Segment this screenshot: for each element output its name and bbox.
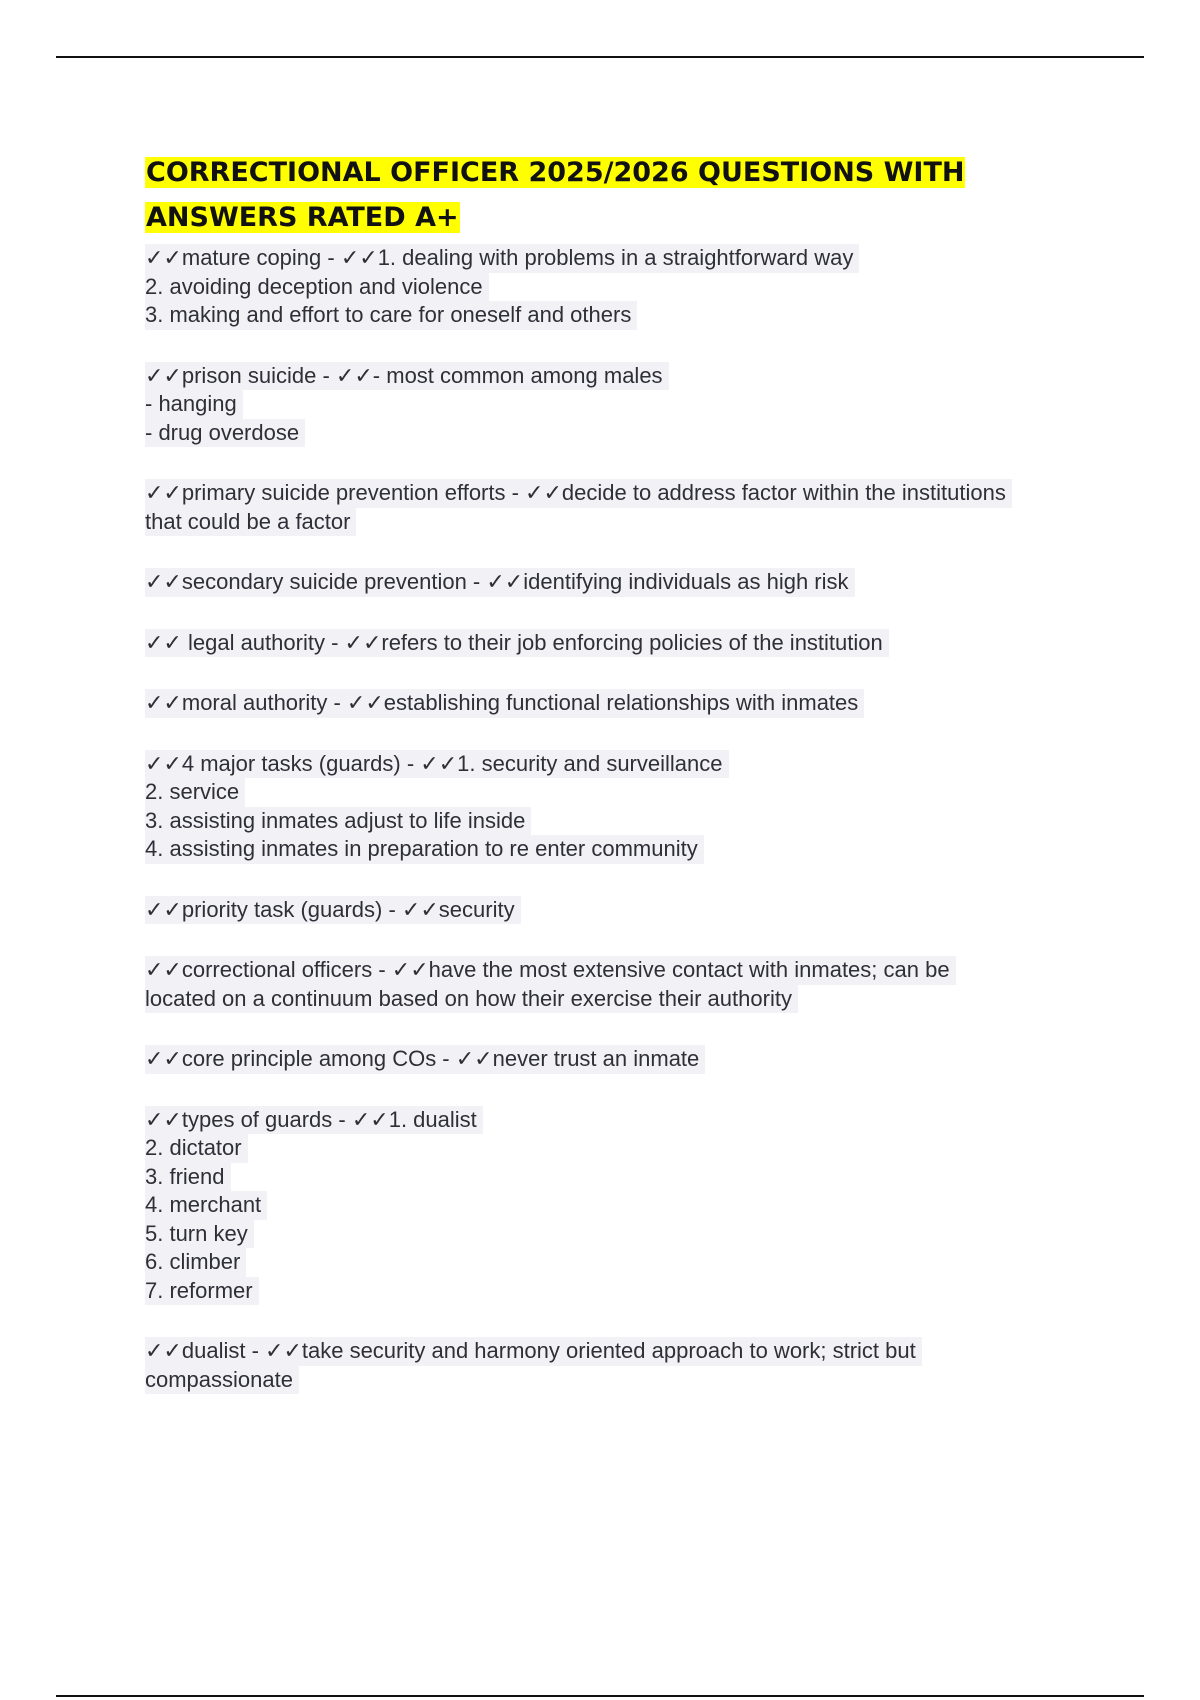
- qa-question-line: ✓✓types of guards - ✓✓1. dualist: [145, 1106, 483, 1135]
- qa-question-line: ✓✓priority task (guards) - ✓✓security: [145, 896, 521, 925]
- qa-question-line: ✓✓correctional officers - ✓✓have the most extensive contact with inmates; can be: [145, 956, 956, 985]
- qa-answer-line: 4. assisting inmates in preparation to re enter community: [145, 835, 704, 864]
- qa-item: [145, 1106, 1105, 1306]
- qa-item: [145, 689, 1105, 718]
- qa-answer-line: 3. friend: [145, 1163, 231, 1192]
- qa-answer-line: 3. assisting inmates adjust to life inside: [145, 807, 531, 836]
- qa-question-line: ✓✓4 major tasks (guards) - ✓✓1. security and surveillance: [145, 750, 729, 779]
- qa-answer-line: 2. dictator: [145, 1134, 248, 1163]
- document-title: CORRECTIONAL OFFICER 2025/2026 QUESTIONS WITH ANSWERS RATED A+: [146, 157, 965, 233]
- qa-answer-line: 7. reformer: [145, 1277, 259, 1306]
- qa-item: [145, 244, 1105, 330]
- qa-question-line: ✓✓prison suicide - ✓✓- most common among males: [145, 362, 669, 391]
- qa-item: [145, 629, 1105, 658]
- qa-answer-line: 2. service: [145, 778, 245, 807]
- qa-item: [145, 479, 1105, 536]
- qa-question-line: ✓✓moral authority - ✓✓establishing functional relationships with inmates: [145, 689, 864, 718]
- qa-item: [145, 956, 1105, 1013]
- qa-question-line: ✓✓dualist - ✓✓take security and harmony oriented approach to work; strict but: [145, 1337, 922, 1366]
- qa-answer-line: 5. turn key: [145, 1220, 254, 1249]
- qa-answer-line: located on a continuum based on how their exercise their authority: [145, 985, 798, 1014]
- qa-item: [145, 896, 1105, 925]
- qa-answer-line: - drug overdose: [145, 419, 305, 448]
- qa-item: [145, 1045, 1105, 1074]
- document-body: [145, 150, 1105, 1426]
- qa-answer-line: 3. making and effort to care for oneself and others: [145, 301, 637, 330]
- qa-answer-line: 4. merchant: [145, 1191, 267, 1220]
- qa-item: [145, 750, 1105, 864]
- bottom-rule: [56, 1695, 1144, 1697]
- qa-question-line: ✓✓mature coping - ✓✓1. dealing with problems in a straightforward way: [145, 244, 859, 273]
- qa-item: [145, 568, 1105, 597]
- qa-list: [145, 244, 1105, 1394]
- qa-answer-line: 6. climber: [145, 1248, 246, 1277]
- qa-answer-line: compassionate: [145, 1366, 299, 1395]
- qa-answer-line: that could be a factor: [145, 508, 356, 537]
- qa-item: [145, 1337, 1105, 1394]
- qa-question-line: ✓✓ legal authority - ✓✓refers to their job enforcing policies of the institution: [145, 629, 889, 658]
- qa-item: [145, 362, 1105, 448]
- qa-question-line: ✓✓secondary suicide prevention - ✓✓identifying individuals as high risk: [145, 568, 855, 597]
- qa-question-line: ✓✓core principle among COs - ✓✓never trust an inmate: [145, 1045, 705, 1074]
- qa-answer-line: - hanging: [145, 390, 243, 419]
- qa-question-line: ✓✓primary suicide prevention efforts - ✓✓decide to address factor within the institutions: [145, 479, 1012, 508]
- qa-answer-line: 2. avoiding deception and violence: [145, 273, 489, 302]
- top-rule: [56, 56, 1144, 58]
